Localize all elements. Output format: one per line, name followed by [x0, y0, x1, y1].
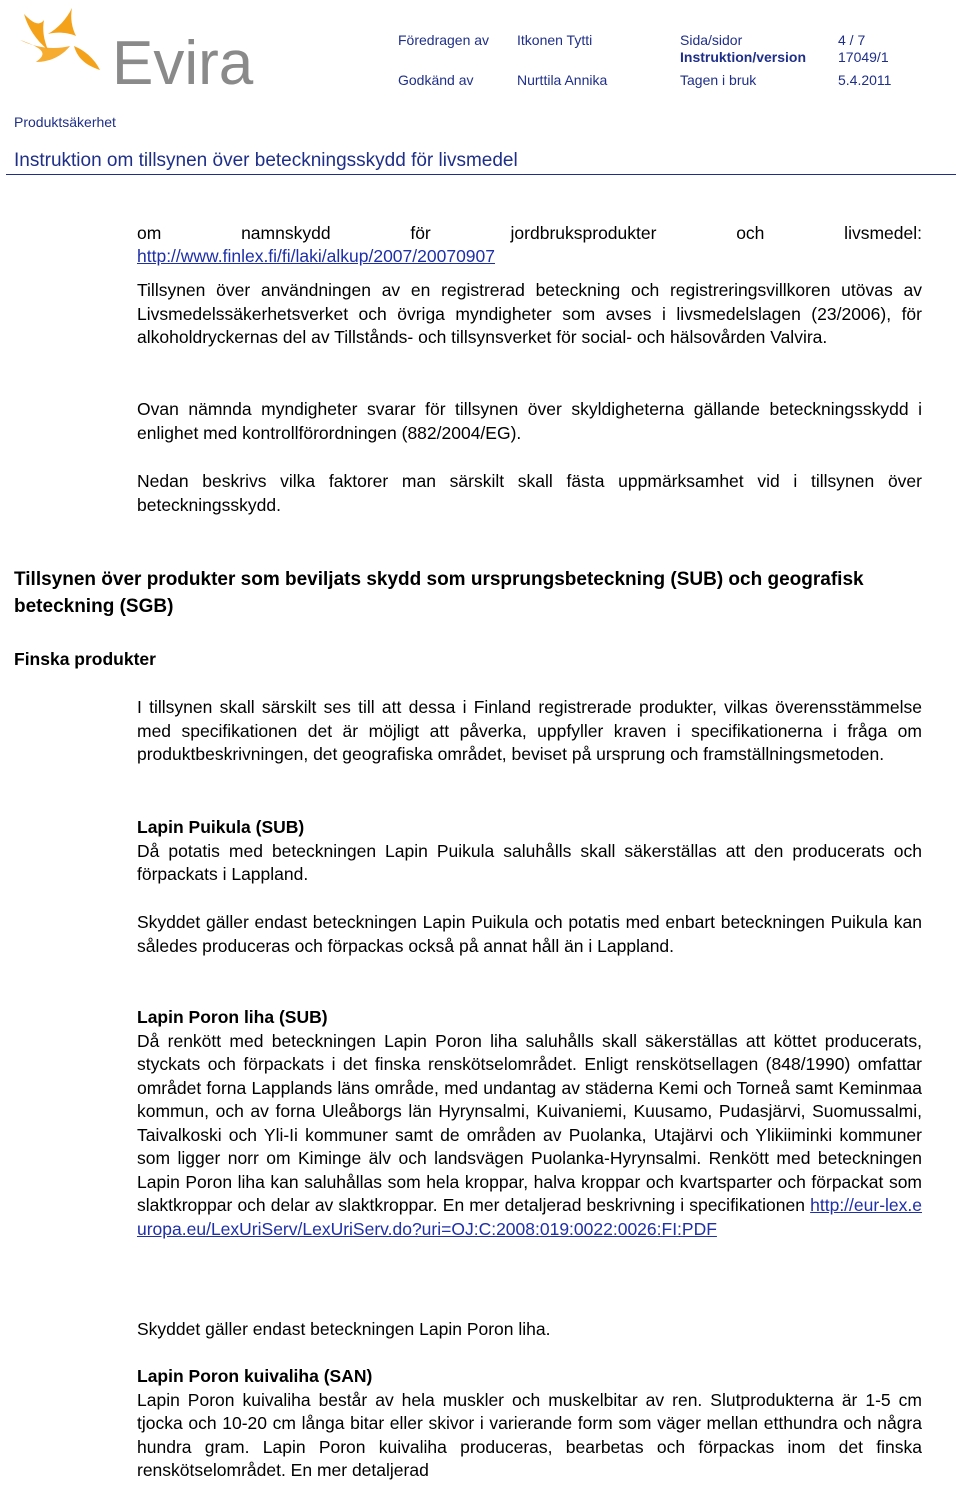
paragraph-finnish-products: I tillsynen skall särskilt ses till att dessa i Finland registrerade produkter, vilkas överensstämmelse med specifikationen det är möjligt att påverka, uppfyller kraven i specifikationerna i fråga om produktbeskrivningen, det geografiska området, beviset på ursprung och framställningsmetoden.: [137, 697, 922, 764]
approved-by-label: Godkänd av: [398, 72, 474, 88]
puikula-heading: Lapin Puikula (SUB): [137, 817, 305, 837]
document-title: Instruktion om tillsynen över beteckningsskydd för livsmedel: [14, 150, 518, 171]
page-label: Sida/sidor: [680, 32, 743, 48]
presented-by-label: Föredragen av: [398, 32, 490, 48]
poron-liha-note: Skyddet gäller endast beteckningen Lapin Poron liha.: [137, 1319, 551, 1339]
evira-logo-graphic: [14, 6, 274, 96]
paragraph-supervision: Tillsynen över användningen av en registrerad beteckning och registreringsvillkoren utövas av Livsmedelssäkerhetsverket och övriga myndigheter som avses i livsmedelslagen (23/2006), för alkoholdryckernas del av Tillstånds- och tillsynsverket för social- och hälsovården Valvira.: [137, 280, 922, 347]
eur-lex-link[interactable]: http://eur-lex.europa.eu/LexUriServ/LexUriServ.do?uri=OJ:C:2008:019:0022:0026:FI:PDF: [137, 1195, 922, 1239]
intro-link-line: [137, 245, 922, 269]
finlex-link[interactable]: http://www.finlex.fi/fi/laki/alkup/2007/20070907: [137, 246, 495, 266]
approver-name: Nurttila Annika: [517, 72, 608, 88]
poron-liha-heading: Lapin Poron liha (SUB): [137, 1007, 328, 1027]
page-value: 4 / 7: [838, 32, 866, 48]
paragraph-authorities: Ovan nämnda myndigheter svarar för tillsynen över skyldigheterna gällande beteckningsskydd i enlighet med kontrollförordningen (882/2004/EG).: [137, 399, 922, 443]
puikula-note: Skyddet gäller endast beteckningen Lapin Puikula och potatis med enbart beteckningen Puikula kan således produceras och förpackas också på annat håll än i Lappland.: [137, 912, 922, 956]
category-label: Produktsäkerhet: [14, 114, 116, 130]
presenter-name: Itkonen Tytti: [517, 32, 593, 48]
section-heading: Tillsynen över produkter som beviljats skydd som ursprungsbeteckning (SUB) och geografisk beteckning (SGB): [14, 569, 864, 617]
header-divider: [6, 174, 956, 175]
puikula-block: [137, 816, 922, 887]
effective-label: Tagen i bruk: [680, 72, 757, 88]
version-value: 17049/1: [838, 49, 889, 65]
puikula-text: Då potatis med beteckningen Lapin Puikula saluhålls skall säkerställas att den producerats och förpackats i Lappland.: [137, 840, 922, 884]
svg-text:Evira: Evira: [112, 29, 254, 96]
effective-date: 5.4.2011: [838, 72, 892, 88]
poron-liha-text: Då renkött med beteckningen Lapin Poron liha saluhålls skall säkerställas att köttet producerats, styckats och förpackats i det finska renskötselområdet. Enligt renskötsellagen (848/1990) omfattar området forna Lapplands läns område, med undantag av städerna Kemi och Torneå samt Keminmaa kommun, och av forna Uleåborgs län Hyrynsalmi, Kuivaniemi, Kuusamo, Pudasjärvi, Suomussalmi, Taivalkoski och Yli-Ii kommuner samt de områden av Puolanka, Utajärvi och Ylikiiminki kommuner som ligger norr om Kiminge älv och landsvägen Puolanka-Hyrynsalmi. Renkött med beteckningen Lapin Poron liha kan saluhållas som hela kroppar, halva kroppar och kvartsparter och förpackat som slaktkroppar och delar av slaktkroppar. En mer detaljerad beskrivning i specifikationen: [137, 1030, 922, 1215]
version-label: Instruktion/version: [680, 49, 807, 65]
intro-line: om namnskydd för jordbruksprodukter och livsmedel:: [137, 223, 922, 243]
kuivaliha-heading: Lapin Poron kuivaliha (SAN): [137, 1366, 373, 1386]
kuivaliha-block: [137, 1365, 922, 1483]
poron-liha-block: [137, 1006, 922, 1241]
kuivaliha-text: Lapin Poron kuivaliha består av hela muskler och muskelbitar av ren. Slutprodukterna är 1-5 cm tjocka och 10-20 cm långa bitar eller skivor i varierande form som väger mellan etthundra och några hundra gram. Lapin Poron kuivaliha produceras, bearbetas och förpackas inom det finska renskötselområdet. En mer detaljerad: [137, 1389, 922, 1480]
paragraph-factors: Nedan beskrivs vilka faktorer man särskilt skall fästa uppmärksamhet vid i tillsynen över beteckningsskydd.: [137, 471, 922, 515]
finnish-products-heading: Finska produkter: [14, 649, 156, 669]
evira-logo: [14, 6, 274, 96]
